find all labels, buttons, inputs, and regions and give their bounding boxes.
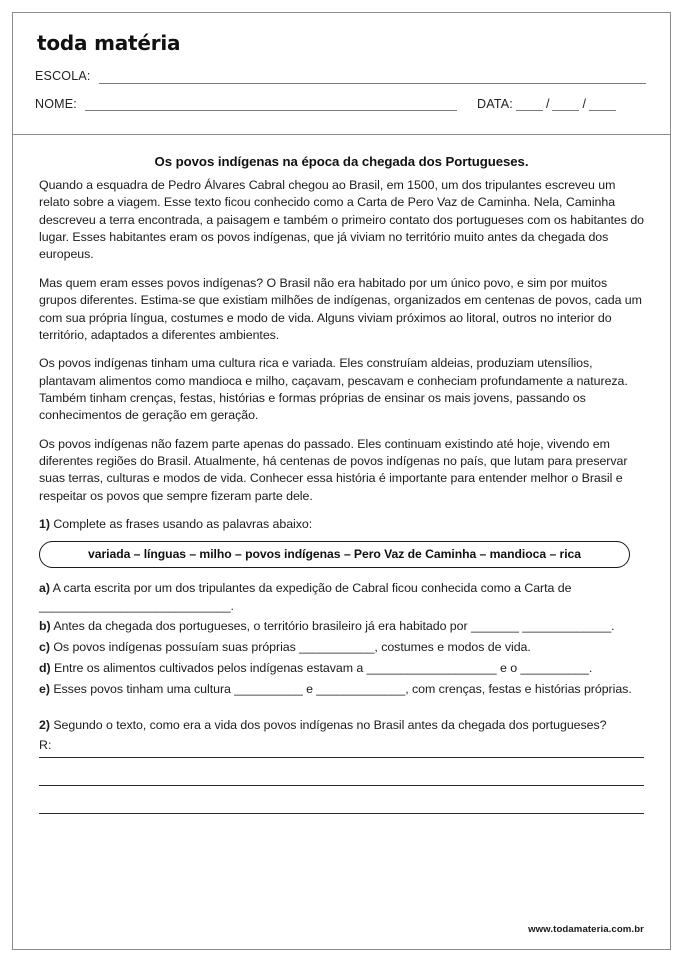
answer-lines	[39, 749, 644, 814]
date-separator-2: /	[582, 96, 586, 111]
question-2-prompt	[39, 717, 644, 734]
item-e-text[interactable]: Esses povos tinham uma cultura __________ e _____________, com crenças, festas e histórias próprias.	[49, 682, 632, 697]
item-d-tag: d)	[39, 661, 51, 676]
answer-label: R:	[39, 738, 52, 753]
page-title: Os povos indígenas na época da chegada dos Portugueses.	[154, 154, 529, 169]
question-1-item-c	[39, 639, 644, 657]
question-1-item-a	[39, 580, 644, 616]
question-1-item-b	[39, 618, 644, 636]
escola-field-row	[35, 70, 648, 84]
site-logo: toda matéria	[37, 31, 181, 55]
item-a-tag: a)	[39, 580, 50, 595]
item-e-tag: e)	[39, 682, 50, 697]
item-d-text[interactable]: Entre os alimentos cultivados pelos indígenas estavam a ___________________ e o __________.	[50, 661, 593, 676]
answer-line-3[interactable]	[39, 786, 644, 814]
question-1-number: 1)	[39, 517, 50, 532]
nome-input-line[interactable]	[85, 99, 457, 111]
question-1-prompt-text: Complete as frases usando as palavras abaixo:	[53, 517, 313, 532]
worksheet-content	[13, 135, 670, 949]
data-day-input[interactable]	[516, 99, 543, 111]
escola-label: ESCOLA:	[35, 69, 91, 83]
question-1-item-d	[39, 660, 644, 678]
reading-paragraph-1: Quando a esquadra de Pedro Álvares Cabral chegou ao Brasil, em 1500, um dos tripulantes escreveu um relato sobre a viagem. Esse texto ficou conhecido como a Carta de Pero Vaz de Caminha. Nela, Caminha descreveu a terra encontrada, a paisagem e também o primeiro contato dos portugueses com os habitantes do lugar. Esses habitantes eram os povos indígenas, que já viviam no território muito antes da chegada dos europeus.	[39, 178, 644, 262]
item-a-text[interactable]: A carta escrita por um dos tripulantes da expedição de Cabral ficou conhecida como a Carta de ____________________________.	[39, 580, 572, 613]
item-b-tag: b)	[39, 619, 51, 634]
data-label: DATA:	[476, 96, 513, 111]
question-2-prompt-text: Segundo o texto, como era a vida dos povos indígenas no Brasil antes da chegada dos portugueses?	[53, 717, 607, 732]
reading-paragraph-3: Os povos indígenas tinham uma cultura rica e variada. Eles construíam aldeias, produziam utensílios, plantavam alimentos como mandioca e milho, caçavam, pescavam e conheciam profundamente a natureza. Também tinham crenças, festas, histórias e formas próprias de ensinar os mais jovens, passando os conhecimentos de geração em geração.	[39, 356, 628, 423]
escola-input-line[interactable]	[99, 72, 646, 84]
data-year-input[interactable]	[589, 99, 616, 111]
reading-paragraph-4: Os povos indígenas não fazem parte apenas do passado. Eles continuam existindo até hoje, vivendo em diferentes regiões do Brasil. Atualmente, há centenas de povos indígenas no país, que lutam para preservar suas terras, culturas e modos de vida. Conhecer essa história é importante para entender melhor o Brasil e respeitar os povos que sempre fizeram parte dele.	[39, 436, 628, 503]
item-c-tag: c)	[39, 640, 50, 655]
answer-line-2[interactable]	[39, 758, 644, 786]
date-separator-1: /	[545, 96, 550, 111]
reading-paragraph-2: Mas quem eram esses povos indígenas? O Brasil não era habitado por um único povo, e sim por muitos grupos diferentes. Estima-se que existiam milhões de indígenas, organizados em centenas de povos, cada um com sua própria língua, costumes e modo de vida. Alguns viviam próximos ao litoral, outros no interior do território, adaptados a diferentes ambientes.	[39, 275, 642, 342]
data-field-group	[477, 98, 616, 112]
word-bank: variada – línguas – milho – povos indígenas – Pero Vaz de Caminha – mandioca – rica	[39, 541, 630, 568]
data-month-input[interactable]	[552, 99, 579, 111]
nome-label: NOME:	[35, 96, 77, 111]
nome-data-field-row	[35, 98, 648, 112]
item-b-text[interactable]: Antes da chegada dos portugueses, o território brasileiro já era habitado por _______ _____________.	[50, 619, 615, 634]
item-c-text[interactable]: Os povos indígenas possuíam suas próprias ___________, costumes e modos de vida.	[49, 640, 531, 655]
answer-line-1[interactable]	[39, 749, 644, 758]
question-1-prompt	[39, 516, 644, 534]
worksheet-page	[12, 12, 671, 950]
footer-website: www.todamateria.com.br	[528, 924, 644, 935]
worksheet-header	[13, 13, 670, 135]
question-1-item-e	[39, 681, 644, 699]
question-2-number: 2)	[39, 717, 50, 732]
